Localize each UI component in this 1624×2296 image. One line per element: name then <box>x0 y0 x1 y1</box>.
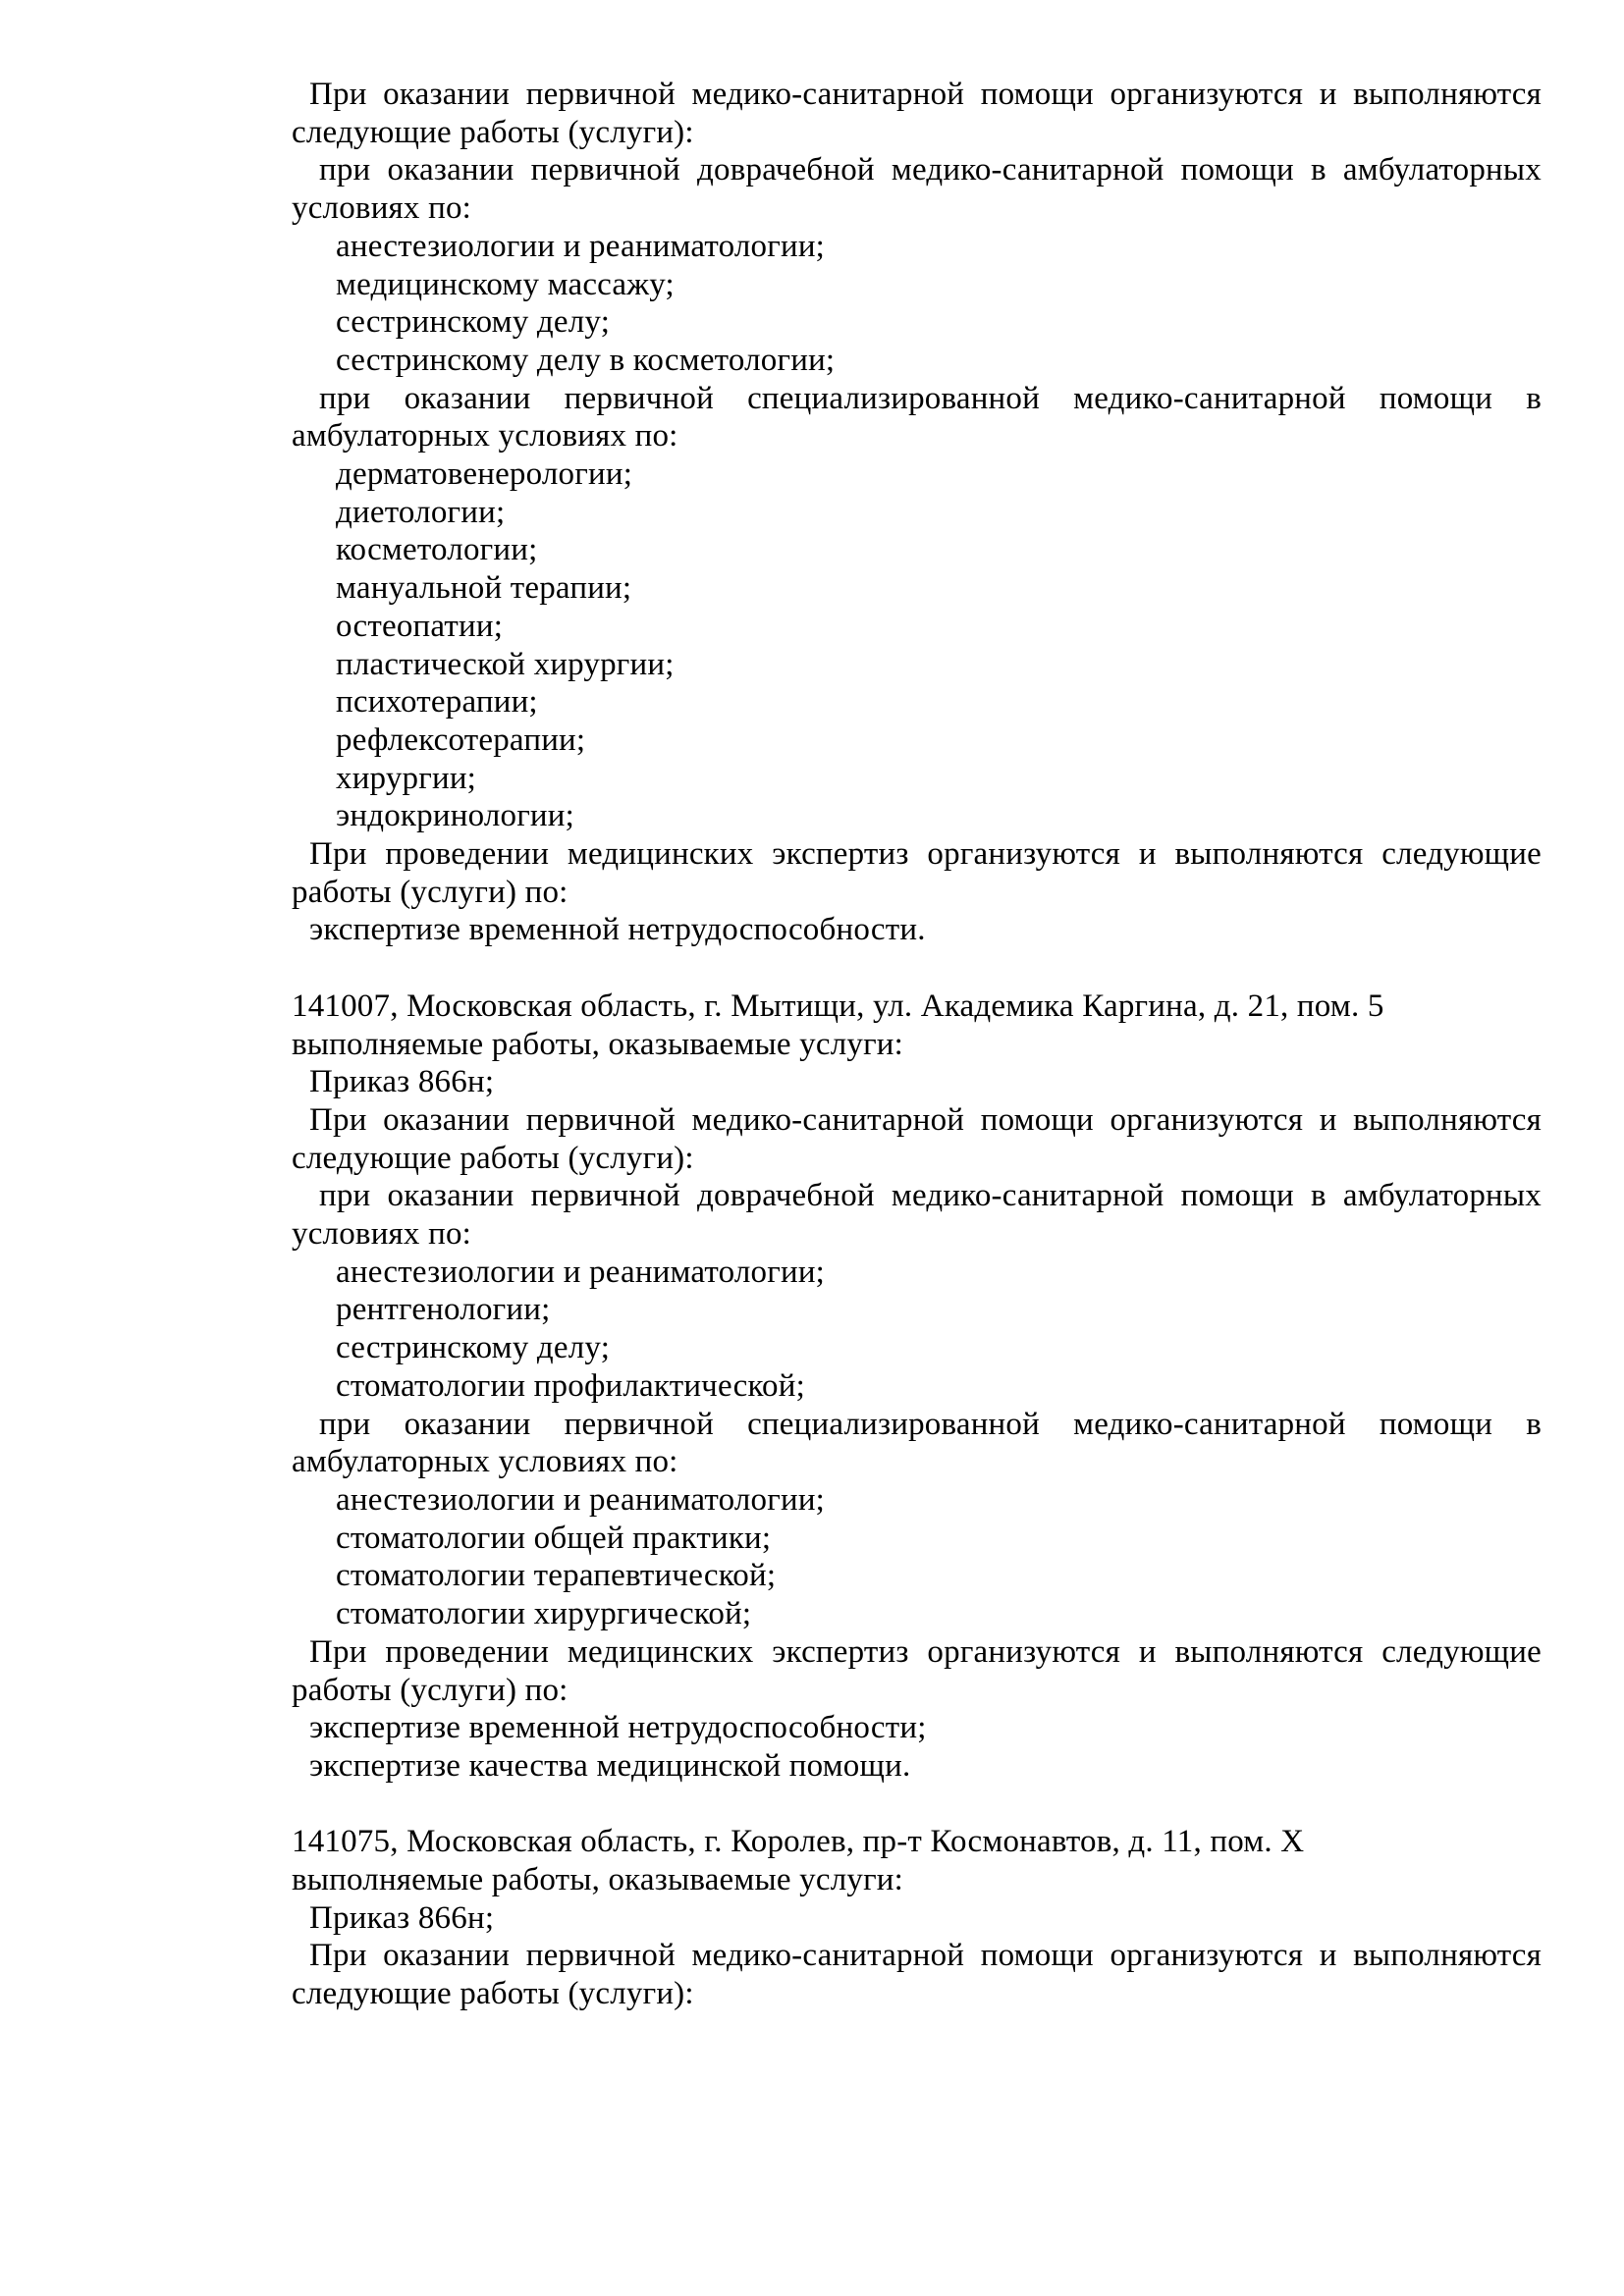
text-line: стоматологии общей практики; <box>336 1520 772 1556</box>
text-line: хирургии; <box>336 760 477 796</box>
text-line: рефлексотерапии; <box>336 721 586 758</box>
text-line: Приказ 866н; <box>309 1899 495 1936</box>
text-line: при оказании первичной специализированной медико-санитарной помощи в <box>319 380 1542 416</box>
text-line: При оказании первичной медико-санитарной помощи организуются и выполняются <box>309 1101 1542 1138</box>
text-line: анестезиологии и реаниматологии; <box>336 1482 826 1518</box>
text-line: следующие работы (услуги): <box>292 1976 694 2012</box>
text-line: при оказании первичной специализированной медико-санитарной помощи в <box>319 1406 1542 1442</box>
text-line: следующие работы (услуги): <box>292 114 694 150</box>
blank-line <box>292 1786 1542 1824</box>
text-line: работы (услуги) по: <box>292 1672 568 1708</box>
text-line: стоматологии хирургической; <box>336 1596 752 1632</box>
blank-line <box>292 949 1542 988</box>
text-line: При оказании первичной медико-санитарной помощи организуются и выполняются <box>309 77 1542 112</box>
text-line: рентгенологии; <box>336 1292 551 1328</box>
text-line: При проведении медицинских экспертиз организуются и выполняются следующие <box>309 1633 1542 1670</box>
text-line: работы (услуги) по: <box>292 874 568 910</box>
text-line: амбулаторных условиях по: <box>292 1444 678 1480</box>
text-line: условиях по: <box>292 1216 472 1253</box>
text-line: При проведении медицинских экспертиз организуются и выполняются следующие <box>309 836 1542 873</box>
text-line: психотерапии; <box>336 684 538 721</box>
text-line: дерматовенерологии; <box>336 456 633 493</box>
text-line: экспертизе временной нетрудоспособности; <box>309 1710 927 1746</box>
text-line: стоматологии профилактической; <box>336 1367 805 1404</box>
text-line: анестезиологии и реаниматологии; <box>336 1254 826 1290</box>
text-line: сестринскому делу; <box>336 1330 611 1366</box>
text-line: диетологии; <box>336 494 506 530</box>
text-line: выполняемые работы, оказываемые услуги: <box>292 1862 904 1898</box>
text-line: условиях по: <box>292 190 472 227</box>
text-line: остеопатии; <box>336 608 504 644</box>
text-line: сестринскому делу в косметологии; <box>336 342 836 378</box>
text-line: медицинскому массажу; <box>336 266 675 302</box>
text-line: Приказ 866н; <box>309 1064 495 1100</box>
text-line: 141007, Московская область, г. Мытищи, ул. Академика Каргина, д. 21, пом. 5 <box>292 988 1384 1024</box>
text-line: экспертизе временной нетрудоспособности. <box>309 912 926 948</box>
text-line: при оказании первичной доврачебной медико-санитарной помощи в амбулаторных <box>319 152 1542 188</box>
text-line: сестринскому делу; <box>336 304 611 341</box>
text-line: эндокринологии; <box>336 798 575 834</box>
text-line: выполняемые работы, оказываемые услуги: <box>292 1026 904 1062</box>
text-line: при оказании первичной доврачебной медико-санитарной помощи в амбулаторных <box>319 1178 1542 1214</box>
text-line: следующие работы (услуги): <box>292 1140 694 1176</box>
text-line: косметологии; <box>336 532 538 568</box>
text-line: стоматологии терапевтической; <box>336 1558 777 1594</box>
text-line: При оказании первичной медико-санитарной помощи организуются и выполняются <box>309 1938 1542 1974</box>
text-line: амбулаторных условиях по: <box>292 418 678 454</box>
text-line: пластической хирургии; <box>336 646 675 682</box>
document-body <box>292 76 1542 2013</box>
text-line: экспертизе качества медицинской помощи. <box>309 1747 911 1784</box>
text-line: анестезиологии и реаниматологии; <box>336 228 826 264</box>
text-line: мануальной терапии; <box>336 570 632 607</box>
text-line: 141075, Московская область, г. Королев, пр-т Космонавтов, д. 11, пом. X <box>292 1824 1305 1860</box>
